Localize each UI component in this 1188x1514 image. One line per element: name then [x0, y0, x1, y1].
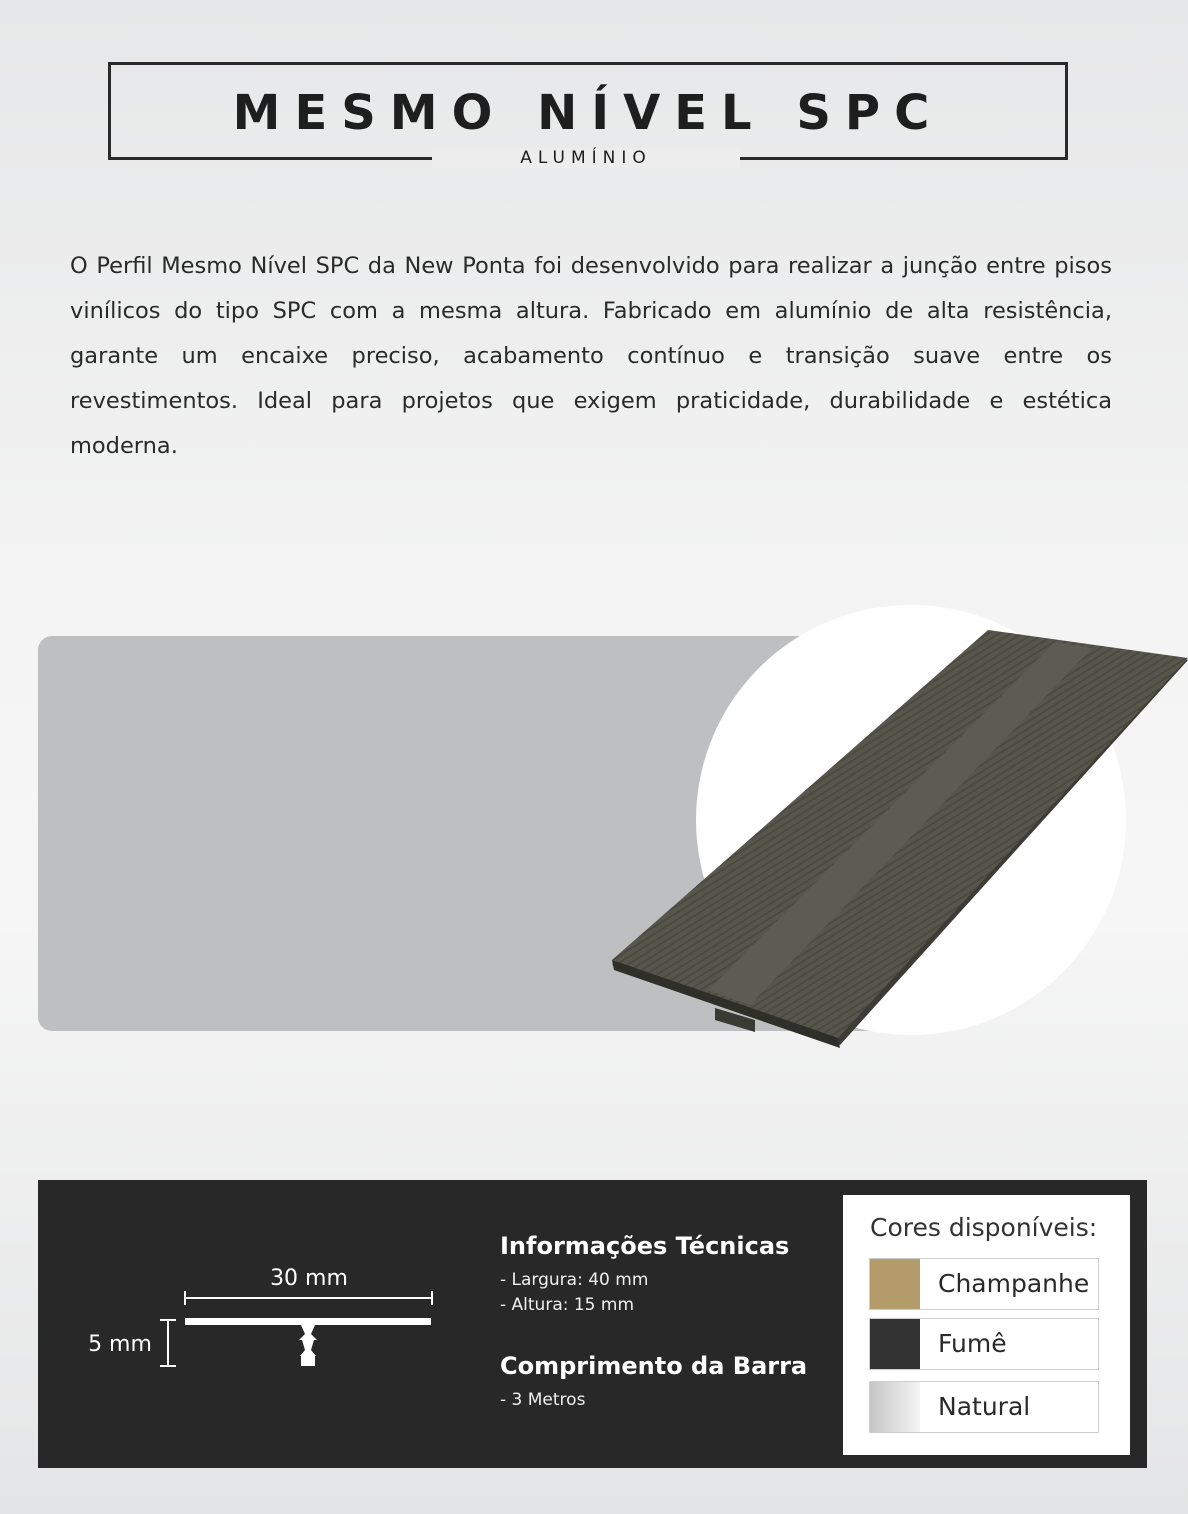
- bar-length-title: Comprimento da Barra: [500, 1352, 808, 1380]
- technical-height: - Altura: 15 mm: [500, 1295, 635, 1315]
- page-subtitle: ALUMÍNIO: [520, 148, 652, 168]
- profile-dimension-diagram: [80, 1260, 450, 1390]
- color-label: Champanhe: [938, 1269, 1090, 1298]
- bar-length-value: - 3 Metros: [500, 1390, 586, 1410]
- color-option-natural[interactable]: [869, 1381, 1099, 1433]
- technical-info-title: Informações Técnicas: [500, 1232, 790, 1260]
- height-dimension-label: 5 mm: [88, 1332, 152, 1357]
- page-title: MESMO NÍVEL SPC: [232, 85, 944, 141]
- product-profile-image: [600, 620, 1188, 1050]
- color-label: Fumê: [938, 1329, 1007, 1358]
- technical-width: - Largura: 40 mm: [500, 1270, 649, 1290]
- product-description: O Perfil Mesmo Nível SPC da New Ponta foi desenvolvido para realizar a junção entre pisos vinílicos do tipo SPC com a mesma altura. Fabricado em alumínio de alta resistência, garante um encaixe preciso, acabamento contínuo e transição suave entre os revestimentos. Ideal para projetos que exigem praticidade, durabilidade e estética moderna.: [70, 253, 1112, 459]
- color-swatch: [870, 1382, 920, 1432]
- color-swatch: [870, 1259, 920, 1309]
- width-dimension-label: 30 mm: [270, 1266, 348, 1291]
- color-option-champanhe[interactable]: [869, 1258, 1099, 1310]
- color-option-fume[interactable]: [869, 1318, 1099, 1370]
- title-frame: [108, 62, 1068, 160]
- colors-title: Cores disponíveis:: [870, 1213, 1098, 1242]
- color-swatch: [870, 1319, 920, 1369]
- color-label: Natural: [938, 1392, 1031, 1421]
